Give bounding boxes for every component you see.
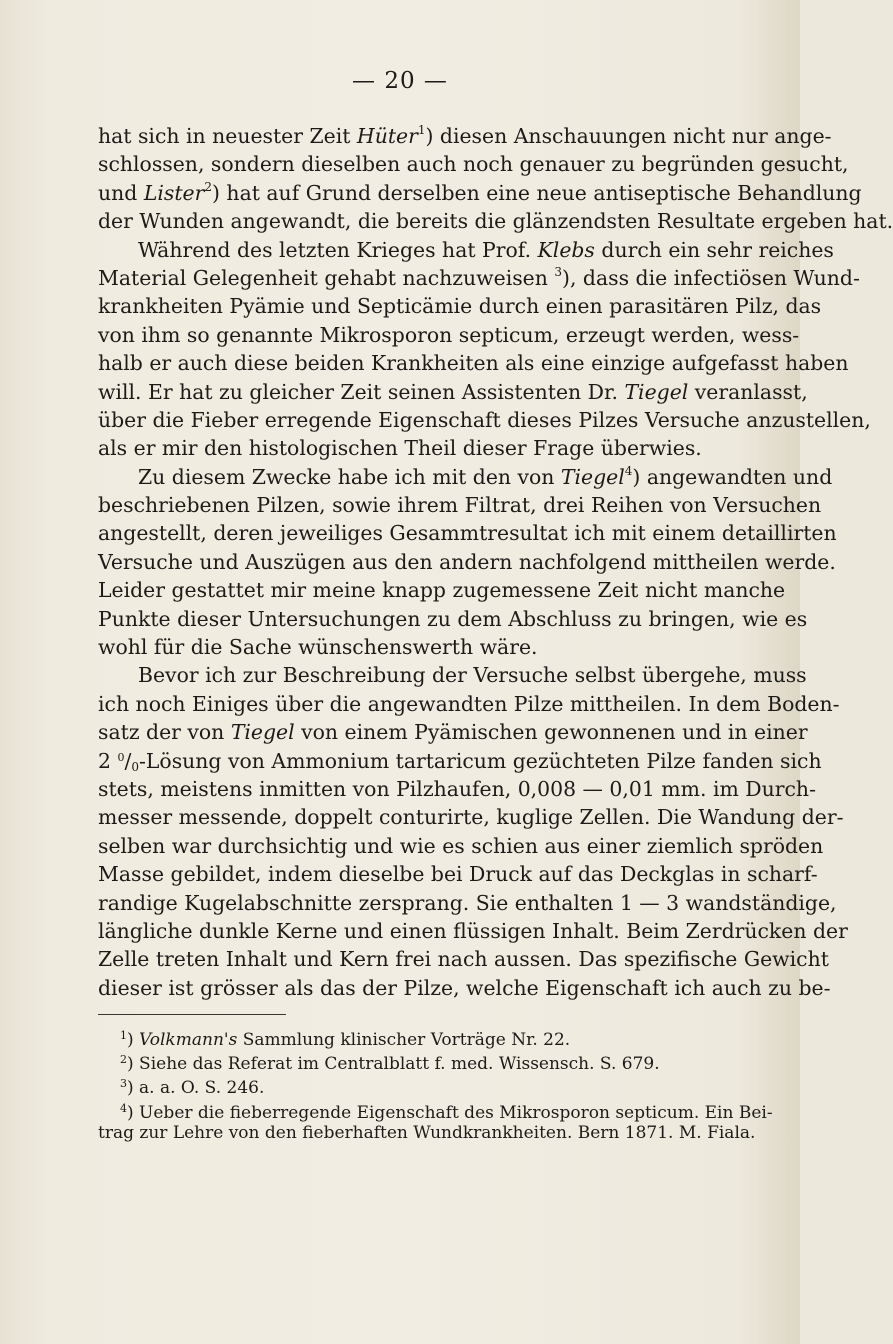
text-line xyxy=(98,860,818,888)
footnote-text: trag zur Lehre von den fieberhaften Wundkrankheiten. Bern 1871. M. Fiala. xyxy=(98,1122,756,1143)
text-line xyxy=(98,747,822,775)
footnote-mark: 1 xyxy=(120,1029,127,1042)
text-line xyxy=(98,179,862,207)
text-line xyxy=(98,576,786,604)
line-text: Zu diesem Zwecke habe ich mit den von xyxy=(138,464,561,489)
line-text: Material Gelegenheit gehabt nachzuweisen xyxy=(98,265,555,290)
text-line xyxy=(98,605,808,633)
text-line xyxy=(98,889,837,917)
page-number: — 20 — xyxy=(352,68,448,94)
line-text: dieser ist grösser als das der Pilze, welche Eigenschaft ich auch zu be- xyxy=(98,975,831,1000)
italic-name: Klebs xyxy=(537,237,595,262)
line-text: ich noch Einiges über die angewandten Pilze mittheilen. In dem Boden- xyxy=(98,691,840,716)
line-text: durch ein sehr reiches xyxy=(594,237,834,262)
body-text xyxy=(98,122,893,1002)
text-line xyxy=(98,974,831,1002)
text-line xyxy=(98,434,728,462)
footnote xyxy=(98,1121,756,1145)
text-line xyxy=(98,292,822,320)
line-text: schlossen, sondern dieselben auch noch genauer zu begründen gesucht, xyxy=(98,152,849,177)
line-text: von ihm so genannte Mikrosporon septicum, erzeugt werden, wess- xyxy=(98,322,800,347)
line-text: beschriebenen Pilzen, sowie ihrem Filtrat, drei Reihen von Versuchen xyxy=(98,493,822,518)
text-line xyxy=(98,633,728,661)
footnote-text: Sammlung klinischer Vorträge Nr. 22. xyxy=(237,1030,571,1050)
text-line xyxy=(98,832,824,860)
italic-name: Lister xyxy=(143,180,205,205)
superscript: 1 xyxy=(417,123,426,137)
line-text: randige Kugelabschnitte zersprang. Sie enthalten 1 — 3 wandständige, xyxy=(98,890,837,915)
line-text: und xyxy=(98,180,144,205)
footnote-paren: ) xyxy=(127,1078,140,1099)
line-text: selben war durchsichtig und wie es schien aus einer ziemlich spröden xyxy=(98,833,824,858)
text-line xyxy=(98,775,816,803)
text-line xyxy=(98,945,829,973)
footnote xyxy=(98,1024,738,1048)
line-text: messer messende, doppelt conturirte, kuglige Zellen. Die Wandung der- xyxy=(98,805,844,830)
footnote-text: Siehe das Referat im Centralblatt f. med. Wissensch. S. 679. xyxy=(139,1054,660,1075)
text-line xyxy=(98,718,808,746)
line-text: Leider gestattet mir meine knapp zugemessene Zeit nicht manche xyxy=(98,578,786,603)
text-line xyxy=(98,264,860,292)
line-text: über die Fieber erregende Eigenschaft dieses Pilzes Versuche anzustellen, xyxy=(98,407,871,432)
superscript: 3 xyxy=(554,264,563,279)
footnotes xyxy=(98,1024,773,1145)
text-line xyxy=(98,321,800,349)
text-line xyxy=(98,236,834,264)
text-line xyxy=(98,349,849,377)
subscript: 0 xyxy=(131,759,139,774)
footnote-mark: 4 xyxy=(120,1101,127,1115)
superscript: 2 xyxy=(204,179,212,194)
line-text: hat sich in neuester Zeit xyxy=(98,124,357,148)
line-text: Masse gebildet, indem dieselbe bei Druck auf das Deckglas in scharf- xyxy=(98,862,818,887)
line-text: Bevor ich zur Beschreibung der Versuche selbst übergehe, muss xyxy=(138,663,807,688)
text-line xyxy=(98,917,848,945)
superscript: 0 xyxy=(117,750,125,764)
line-text: halb er auch diese beiden Krankheiten als eine einzige aufgefasst haben xyxy=(98,351,849,376)
line-text: veranlasst, xyxy=(688,379,808,404)
italic-name: Tiegel xyxy=(230,720,295,745)
footnote-mark: 3 xyxy=(120,1077,127,1091)
line-text: stets, meistens inmitten von Pilzhaufen, 0,008 — 0,01 mm. im Durch- xyxy=(98,776,816,801)
text-line xyxy=(98,207,893,235)
line-text: von einem Pyämischen gewonnenen und in einer xyxy=(294,720,808,745)
line-text: angestellt, deren jeweiliges Gesammtresultat ich mit einem detaillirten xyxy=(98,521,837,546)
footnote xyxy=(98,1097,773,1123)
italic-name: Tiegel xyxy=(624,379,689,404)
text-line xyxy=(98,661,807,689)
line-text: Während des letzten Krieges hat Prof. xyxy=(138,237,538,262)
italic-name: Tiegel xyxy=(560,464,625,489)
line-text: will. Er hat zu gleicher Zeit seinen Assistenten Dr. xyxy=(98,379,625,404)
line-text: ) hat auf Grund derselben eine neue antiseptische Behandlung xyxy=(212,180,862,205)
line-text: Zelle treten Inhalt und Kern frei nach aussen. Das spezifische Gewicht xyxy=(98,947,829,972)
footnote-mark: 2 xyxy=(120,1053,127,1067)
text-line xyxy=(98,548,836,576)
line-text: wohl für die Sache wünschenswerth wäre. xyxy=(98,635,538,660)
footnote-paren: ) xyxy=(127,1102,140,1123)
line-text: als er mir den histologischen Theil dieser Frage überwies. xyxy=(98,436,702,461)
text-line xyxy=(98,690,840,718)
text-line xyxy=(98,519,837,547)
text-line xyxy=(98,122,832,150)
footnote-author: Volkmann's xyxy=(139,1030,238,1050)
footnote-paren: ) xyxy=(127,1054,140,1075)
text-line xyxy=(98,803,844,831)
text-line xyxy=(98,378,808,406)
line-text: krankheiten Pyämie und Septicämie durch einen parasitären Pilz, das xyxy=(98,294,822,319)
line-text: 2 xyxy=(98,748,118,773)
line-text: -Lösung von Ammonium tartaricum gezüchteten Pilze fanden sich xyxy=(138,748,822,773)
line-text: der Wunden angewandt, die bereits die glänzendsten Resultate ergeben hat. xyxy=(98,209,893,234)
line-text: ) angewandten und xyxy=(632,464,833,489)
footnote-paren: ) xyxy=(127,1030,140,1050)
text-line xyxy=(98,406,871,434)
text-line xyxy=(98,463,833,491)
line-text: längliche dunkle Kerne und einen flüssigen Inhalt. Beim Zerdrücken der xyxy=(98,918,848,943)
italic-name: Hüter xyxy=(356,124,418,148)
line-text: Versuche und Auszügen aus den andern nachfolgend mittheilen werde. xyxy=(98,549,836,574)
text-line xyxy=(98,491,822,519)
line-text: ), dass die infectiösen Wund- xyxy=(562,265,860,290)
text-line xyxy=(98,150,849,178)
line-text: Punkte dieser Untersuchungen zu dem Abschluss zu bringen, wie es xyxy=(98,606,808,631)
footnote-text: Ueber die fieberregende Eigenschaft des Mikrosporon septicum. Ein Bei- xyxy=(139,1102,773,1123)
superscript: 4 xyxy=(624,463,633,478)
line-text: / xyxy=(124,748,132,773)
footnote xyxy=(98,1048,738,1075)
line-text: satz der von xyxy=(98,720,231,745)
line-text: ) diesen Anschauungen nicht nur ange- xyxy=(425,124,832,148)
footnote-text: a. a. O. S. 246. xyxy=(139,1078,265,1099)
footnote xyxy=(98,1072,738,1099)
footnote-separator xyxy=(98,1014,286,1015)
